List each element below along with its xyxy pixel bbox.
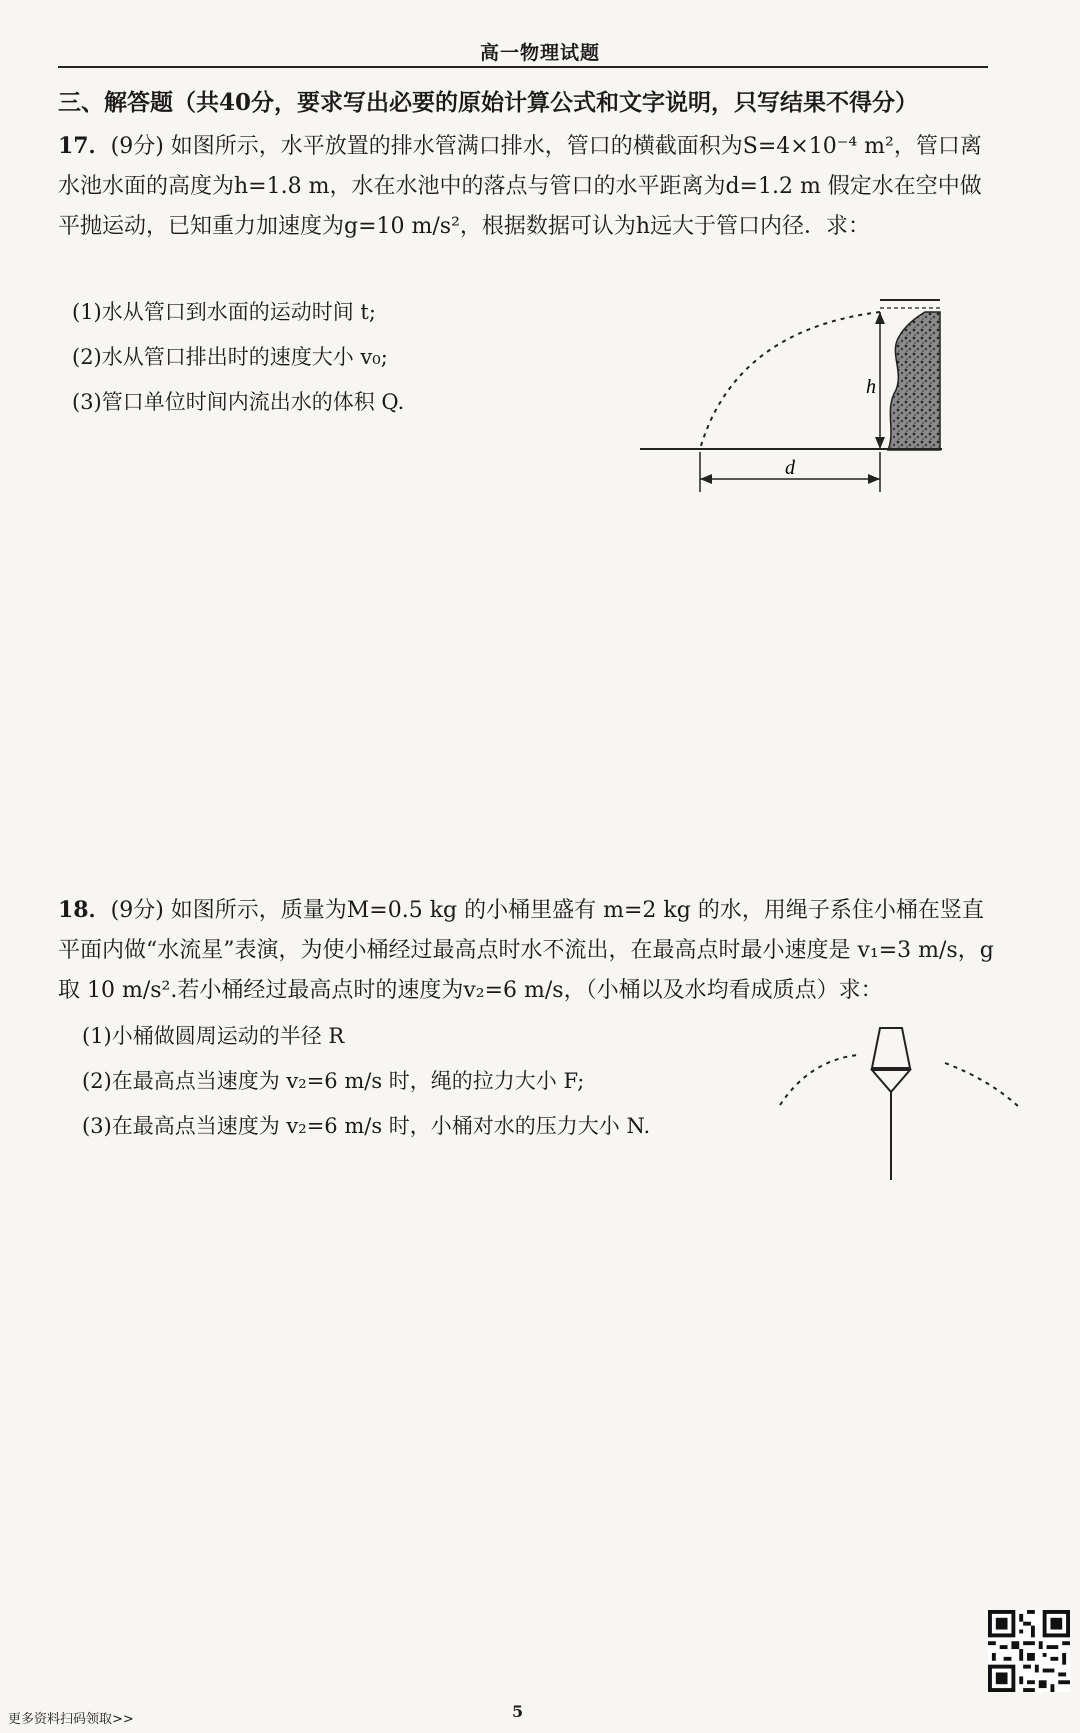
page-header-title: 高一物理试题 — [479, 42, 600, 64]
circle-path-right — [945, 1063, 1020, 1108]
question-18-number: 18． — [58, 897, 111, 923]
question-18-text: (9分) 如图所示，质量为M=0.5 kg 的小桶里盛有 m=2 kg 的水，用绳子系住小桶在竖直平面内做“水流星”表演，为使小桶经过最高点时水不流出，在最高点时最小速度是 v₁=3 m/s，g 取 10 m/s².若小桶经过最高点时的速度为v₂=6 m/s，（小桶以及水均看成质点）求： — [58, 898, 994, 1003]
qr-code-icon — [988, 1610, 1070, 1692]
question-17-text: (9分) 如图所示，水平放置的排水管满口排水，管口的横截面积为S=4×10⁻⁴ m²，管口离水池水面的高度为h=1.8 m，水在水池中的落点与管口的水平距离为d=1.2 m 假定水在空中做平抛运动，已知重力加速度为g=10 m/s²，根据数据可认为h远大于管口内径．求： — [58, 134, 982, 239]
question-18-item-2: (2)在最高点当速度为 v₂=6 m/s 时，绳的拉力大小 F; — [82, 1069, 585, 1093]
question-17-item-3: (3)管口单位时间内流出水的体积 Q. — [72, 390, 405, 414]
question-18-intro — [58, 890, 1003, 1011]
footer-promo-text: 更多资料扫码领取>> — [8, 1712, 134, 1727]
circle-path-left — [780, 1055, 858, 1105]
bucket-icon — [872, 1028, 910, 1068]
question-17-number: 17． — [58, 133, 111, 159]
water-trajectory — [700, 312, 880, 449]
page-number: 5 — [512, 1702, 524, 1721]
question-17-item-2: (2)水从管口排出时的速度大小 v₀; — [72, 345, 388, 369]
question-18-item-3: (3)在最高点当速度为 v₂=6 m/s 时，小桶对水的压力大小 N. — [82, 1114, 651, 1138]
height-arrow-head-top — [875, 312, 885, 324]
water-meteor-figure — [780, 1028, 1020, 1180]
height-arrow-head-bottom — [875, 437, 885, 449]
height-label: h — [866, 376, 876, 398]
section-title: 三、解答题（共40分，要求写出必要的原始计算公式和文字说明，只写结果不得分） — [58, 89, 919, 116]
question-17-item-1: (1)水从管口到水面的运动时间 t; — [72, 300, 376, 324]
distance-arrow-head-left — [700, 474, 712, 484]
question-18-item-1: (1)小桶做圆周运动的半径 R — [82, 1024, 345, 1048]
bucket-bottom — [872, 1070, 910, 1092]
distance-label: d — [785, 457, 795, 479]
distance-arrow-head-right — [868, 474, 880, 484]
wall-block — [888, 312, 940, 450]
